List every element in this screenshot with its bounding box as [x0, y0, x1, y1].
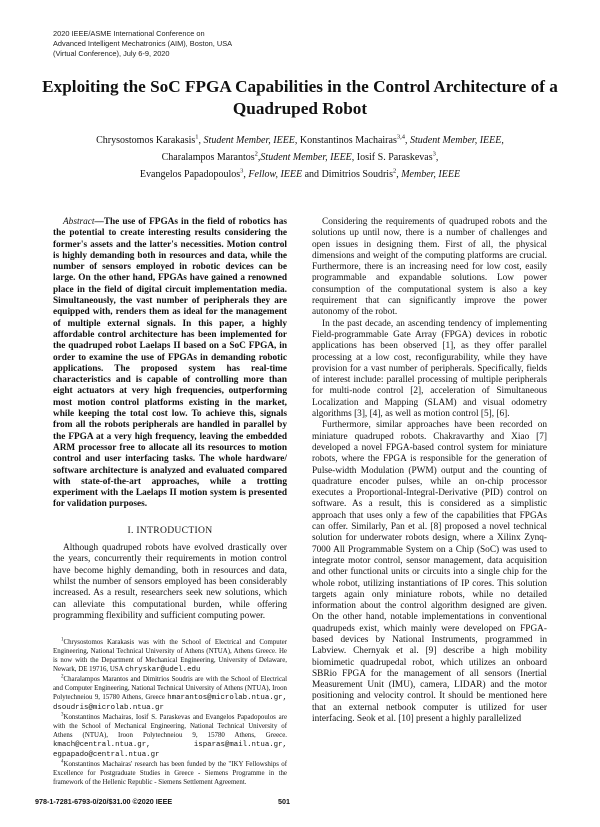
section-heading: I. INTRODUCTION [127, 524, 213, 536]
footnote: $^4$Konstantinos Machairas' research has been funded by the "IKY Fellowships of Excellence for Postgraduate Studies in Greece - Siemens Programme in the framework of the Hellenic Republic - Siemens Settlement Agreement. [53, 759, 287, 787]
author-role: Student Member, IEEE [260, 152, 352, 163]
author-name: Konstantinos Machairas [299, 135, 397, 146]
author-name: Evangelos Papadopoulos [139, 169, 241, 180]
conference-line: (Virtual Conference), July 6-9, 2020 [53, 49, 170, 58]
author-list: Chrysostomos Karakasis$^1$, Student Member, IEEE, Konstantinos Machairas$^{3,4}$, Student Member, IEEE, Charalampos Marantos$^2$,Student Member, IEEE, Iosif S. Paraskevas$^3$, Evangelos Papadopoulos$^3$, Fellow, IEEE and Dimitrios Soudris$^2$, Member, IEEE [96, 133, 504, 180]
author-role: Member, IEEE [401, 169, 461, 180]
author-name: Chrysostomos Karakasis [96, 135, 196, 146]
email: kmach@central.ntua.gr, isparas@mail.ntua.gr, egpapado@central.ntua.gr [53, 741, 287, 760]
author-role: Student Member, IEEE [409, 135, 502, 146]
footer-isbn: 978-1-7281-6793-0/20/$31.00 ©2020 IEEE [35, 797, 173, 807]
author-name: Charalampos Marantos [161, 152, 255, 163]
body-columns [53, 217, 547, 787]
paper-title: Exploiting the SoC FPGA Capabilities in the Control Architecture of a Quadruped Robot [42, 77, 558, 118]
abstract [53, 217, 287, 511]
paragraph: Furthermore, similar approaches have been recorded on miniature quadruped robots. Chakravarthy and Xiao [7] developed a novel FPGA-based control system for miniature robots, where the FPGA is responsible for the generation of Pulse-width Modulation (PWM) output and the counting of quadrature encoder pulses, while an on-chip processor executes a Proportional-Integral-Derivative (PID) control on software. As a result, this is considered as a simplistic approach that uses only a few of the capabilities that FPGAs can offer. Similarly, Pan et al. [8] proposed a novel technical solution for underwater robots design, where a Xilinx Zynq-7000 All Programmable System on a Chip (SoC) was used to integrate motor control, sensor management, data acquisition and other functional units or circuits into a single chip for the whole robot, utilizing instantiations of IP cores. This solution targets again only miniature robots, while no detailed information about the control algorithm designed are given. On the other hand, notable implementations in conventional quadrupeds exist, which mainly were developed on FPGA-based devices by National Instruments, programmed in Labview. Chernyak et al. [9] describe a high mobility biomimetic quadrupedal robot, which utilizes an onboard SBRio FPGA for the management of all sensors (Inertial Measurement Unit (IMU), camera, LIDAR) and the motor positioning and velocity control. It should be mentioned here that an external netbook computer is utilized for user interfacing. Seok et al. [10] present a highly parallelized [312, 420, 547, 725]
email: hmarantos@microlab.ntua.gr, dsoudris@microlab.ntua.gr [53, 694, 287, 713]
left-column [53, 217, 287, 787]
author-role: Fellow, IEEE [248, 169, 303, 180]
conference-line: Advanced Intelligent Mechatronics (AIM), Boston, USA [53, 39, 233, 48]
paragraph: Although quadruped robots have evolved drastically over the years, concurrently their requirements in motion control have become highly demanding, both in resources and data, whilst the number of sensors employed has been considerably increased. As a result, researchers seek new solutions, which can alleviate this computational burden, while offering programming flexibility and sufficient computing power. [53, 543, 287, 621]
footnotes [53, 638, 287, 787]
conference-line: 2020 IEEE/ASME International Conference on [53, 29, 205, 38]
author-name: Dimitrios Soudris [321, 169, 393, 180]
footnote: $^3$Konstantinos Machairas, Iosif S. Paraskevas and Evangelos Papadopoulos are with the School of Mechanical Engineering, National Technical University of Athens (NTUA), Iroon Polytechneiou 9, 15780 Athens, Greece. kmach@central.ntua.gr, isparas@mail.ntua.gr, egpapado@central.ntua.gr [53, 712, 287, 760]
abstract-text: —The use of FPGAs in the field of robotics has the potential to create interesting results considering the former's assets and the latter's necessities. Motion control is highly demanding both in resources and data, while the number of sensors employed in robotic devices can be large. On the other hand, FPGAs have gained a renowned place in the field of digital circuit implementation media. Simultaneously, the vast number of peripherals they are equipped with, renders them as ideal for the management of multiple external signals. In this paper, a highly affordable control architecture has been implemented for the quadruped robot Laelaps II based on a SoC FPGA, in order to examine the use of FPGAs in demanding robotic applications. The proposed system has real-time characteristics and is capable of controlling more than eight actuators at very high frequencies, outperforming most motion control platforms existing in the market, while keeping the total cost low. To achieve this, signals from all the robots peripherals are handled in parallel by the FPGA at a very high frequency, leaving the embedded ARM processor free to allocate all its resources to motion control and user interfacing tasks. The whole hardware/ software architecture is analyzed and evaluated compared with state-of-the-art approaches, while a trotting experiment with the Laelaps II motion system is presented for validation purposes. [53, 217, 287, 510]
abstract-label: Abstract [63, 217, 95, 227]
right-column [312, 217, 547, 787]
page-number: 501 [278, 797, 290, 807]
email: chryskar@udel.edu [124, 666, 201, 675]
conference-info [53, 29, 547, 59]
paragraph: Considering the requirements of quadruped robots and the solutions up until now, there is a number of challenges and open issues in designing them. First of all, the physical dimensions and weight of the computing platforms are crucial. Furthermore, there is an increasing need for low cost, easily programmable and expandable solutions. Low power consumption of the computational system is also a key requirement that can significantly improve the power autonomy of the robot. [312, 217, 547, 318]
author-role: Student Member, IEEE [203, 135, 295, 146]
paragraph: In the past decade, an ascending tendency of implementing Field-programmable Gate Array (FPGA) devices in robotic applications has been observed [1], as they offer parallel processing at a low cost, reconfigurability, while they have provision for a vast number of peripherals. Specifically, fields of interest include: parallel processing of multiple peripherals for multi-node control [2], acceleration of Simultaneous Localization and Mapping (SLAM) and visual odometry algorithms [3], [4], as well as motion control [5], [6]. [312, 318, 547, 420]
footnote: $^1$Chrysostomos Karakasis was with the School of Electrical and Computer Engineering, National Technical University of Athens (NTUA), Athens Greece. He is now with the Department of Mechanical Engineering, University of Delaware, Newark, DE 19716, USA chryskar@udel.edu [53, 637, 287, 675]
footnote: $^2$Charalampos Marantos and Dimitrios Soudris are with the School of Electrical and Computer Engineering, National Technical University of Athens (NTUA), Iroon Polytechneiou 9, 15780 Athens, Greece hmarantos@microlab.ntua.gr, dsoudris@microlab.ntua.gr [53, 674, 287, 713]
author-name: Iosif S. Paraskevas [356, 152, 433, 163]
page-footer [35, 797, 290, 807]
